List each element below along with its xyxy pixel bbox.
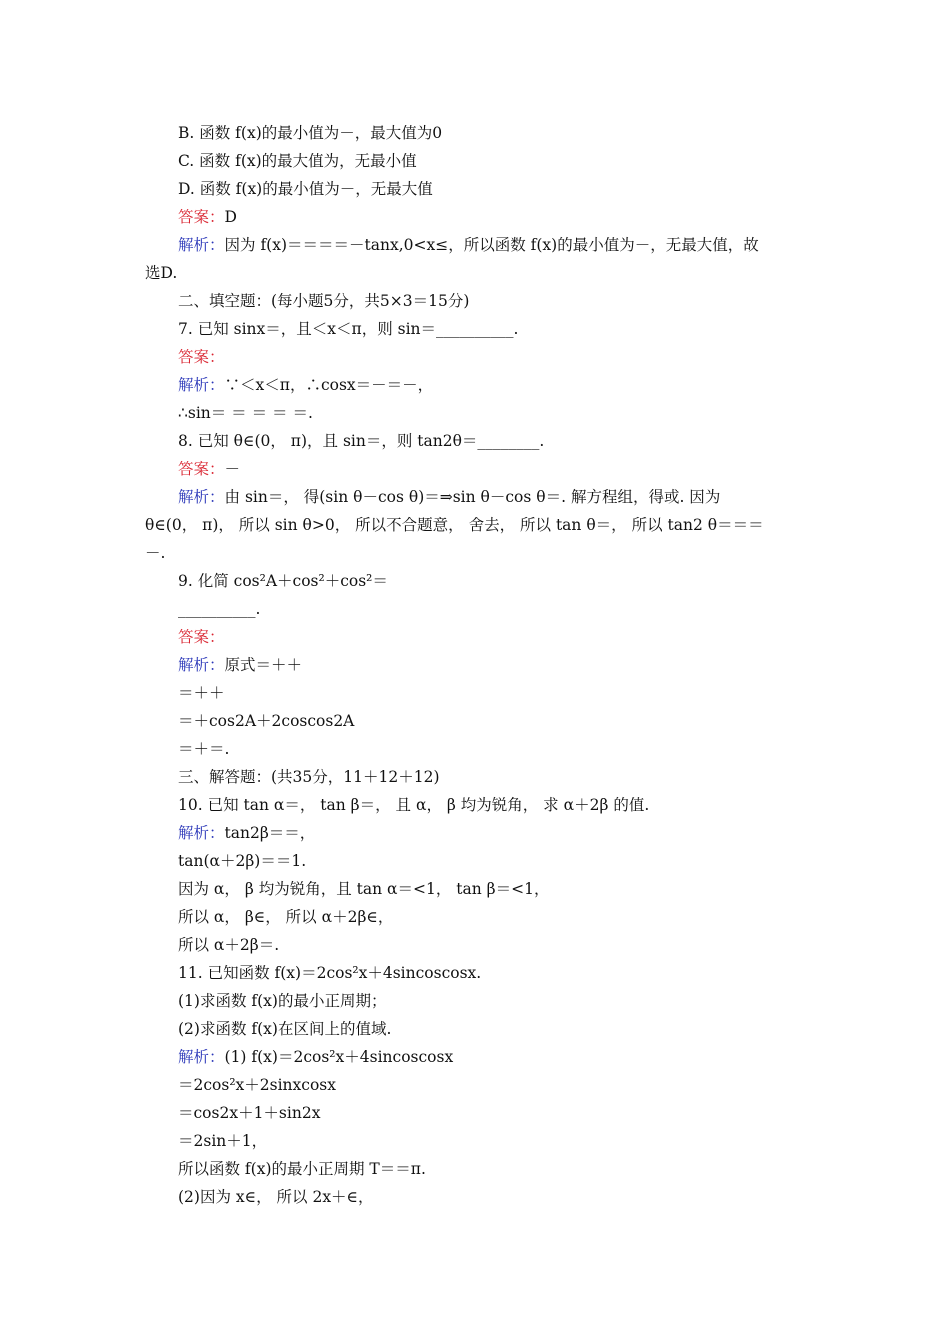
question-11-part2 <box>178 1019 391 1039</box>
analysis-line-11d <box>178 1131 267 1151</box>
analysis-line-10 <box>178 823 315 843</box>
line-text: ∴sin＝ ＝ ＝ ＝ ＝. <box>178 404 313 422</box>
analysis-text: 由 sin＝， 得(sin θ－cos θ)＝⇒sin θ－cos θ＝. 解方程组，得或. 因为 <box>224 488 721 506</box>
line-text: 8. 已知 θ∈(0， π)，且 sin＝，则 tan2θ＝________. <box>178 432 545 450</box>
line-text: 所以 α＋2β＝. <box>178 936 280 954</box>
line-text: －. <box>145 544 166 562</box>
analysis-line-7 <box>178 375 433 395</box>
line-text: 11. 已知函数 f(x)＝2cos²x＋4sincoscosx. <box>178 964 482 982</box>
line-text: 所以函数 f(x)的最小正周期 T＝＝π. <box>178 1160 426 1178</box>
analysis-label: 解析： <box>178 236 225 254</box>
analysis-label: 解析： <box>178 1048 225 1066</box>
section-heading-fill-blank <box>178 291 469 311</box>
answer-label: 答案： <box>178 208 225 226</box>
line-text: tan(α＋2β)＝＝1. <box>178 852 307 870</box>
line-text: 10. 已知 tan α＝， tan β＝， 且 α， β 均为锐角， 求 α＋2β 的值. <box>178 796 650 814</box>
analysis-line-11e <box>178 1159 426 1179</box>
answer-line-6 <box>178 207 237 227</box>
analysis-line-9d <box>178 739 229 759</box>
analysis-line-10b <box>178 851 306 871</box>
analysis-line-6 <box>178 235 759 255</box>
analysis-text: (1) f(x)＝2cos²x＋4sincoscosx <box>224 1048 454 1066</box>
line-text: 三、解答题：(共35分，11＋12＋12) <box>178 768 440 786</box>
question-11-part1 <box>178 991 386 1011</box>
analysis-text: tan2β＝＝， <box>224 824 316 842</box>
answer-line-9 <box>178 627 225 647</box>
question-10 <box>178 795 649 815</box>
option-d-line <box>178 179 433 199</box>
line-text: 因为 α， β 均为锐角，且 tan α＝<1， tan β＝<1， <box>178 880 550 898</box>
analysis-line-10d <box>178 907 393 927</box>
line-text: (2)求函数 f(x)在区间上的值域. <box>178 1020 392 1038</box>
line-text: ＝＋cos2A＋2coscos2A <box>178 712 355 730</box>
question-9-blank <box>178 599 260 619</box>
analysis-text: 因为 f(x)＝＝＝＝－tanx,0<x≤，所以函数 f(x)的最小值为－，无最大值，故 <box>224 236 759 254</box>
analysis-line-11c <box>178 1103 320 1123</box>
line-text: ＝cos2x＋1＋sin2x <box>178 1104 321 1122</box>
line-text: 选D. <box>145 264 178 282</box>
analysis-line-9b <box>178 683 225 703</box>
analysis-line-9 <box>178 655 302 675</box>
question-8 <box>178 431 544 451</box>
line-text: θ∈(0， π)， 所以 sin θ>0， 所以不合题意， 舍去， 所以 tan θ＝， 所以 tan2 θ＝＝＝ <box>145 516 764 534</box>
analysis-label: 解析： <box>178 824 225 842</box>
analysis-line-10e <box>178 935 279 955</box>
line-text: ＝2cos²x＋2sinxcosx <box>178 1076 336 1094</box>
line-text: (1)求函数 f(x)的最小正周期； <box>178 992 387 1010</box>
question-7 <box>178 319 518 339</box>
option-b-line <box>178 123 442 143</box>
answer-label: 答案： <box>178 460 225 478</box>
analysis-text: 原式＝＋＋ <box>224 656 303 674</box>
analysis-line-8b <box>145 515 764 535</box>
analysis-text: ∵＜x＜π，∴cosx＝－＝－， <box>224 376 434 394</box>
analysis-line-7b <box>178 403 313 423</box>
line-text: (2)因为 x∈， 所以 2x＋∈， <box>178 1188 374 1206</box>
analysis-line-11b <box>178 1075 336 1095</box>
analysis-line-11f <box>178 1187 374 1207</box>
analysis-line-9c <box>178 711 354 731</box>
answer-text: D <box>224 208 237 226</box>
line-text: __________. <box>178 600 261 618</box>
analysis-label: 解析： <box>178 656 225 674</box>
line-text: ＝＋＝. <box>178 740 230 758</box>
answer-line-7 <box>178 347 225 367</box>
question-9 <box>178 571 388 591</box>
line-text: ＝＋＋ <box>178 684 225 702</box>
line-text: C. 函数 f(x)的最大值为，无最小值 <box>178 152 417 170</box>
line-text: 二、填空题：(每小题5分，共5×3＝15分) <box>178 292 470 310</box>
line-text: ＝2sin＋1， <box>178 1132 268 1150</box>
option-c-line <box>178 151 417 171</box>
line-text: 7. 已知 sinx＝，且＜x＜π，则 sin＝__________. <box>178 320 519 338</box>
analysis-continuation <box>145 263 177 283</box>
line-text: 9. 化简 cos²A＋cos²＋cos²＝ <box>178 572 388 590</box>
analysis-line-8c <box>145 543 165 563</box>
analysis-line-10c <box>178 879 549 899</box>
answer-label: 答案： <box>178 348 225 366</box>
analysis-label: 解析： <box>178 488 225 506</box>
answer-line-8 <box>178 459 240 479</box>
question-11 <box>178 963 481 983</box>
section-heading-solve <box>178 767 440 787</box>
answer-label: 答案： <box>178 628 225 646</box>
analysis-line-8 <box>178 487 720 507</box>
line-text: 所以 α， β∈， 所以 α＋2β∈， <box>178 908 394 926</box>
analysis-label: 解析： <box>178 376 225 394</box>
line-text: D. 函数 f(x)的最小值为－，无最大值 <box>178 180 433 198</box>
answer-text: － <box>224 460 241 478</box>
analysis-line-11 <box>178 1047 453 1067</box>
line-text: B. 函数 f(x)的最小值为－，最大值为0 <box>178 124 443 142</box>
